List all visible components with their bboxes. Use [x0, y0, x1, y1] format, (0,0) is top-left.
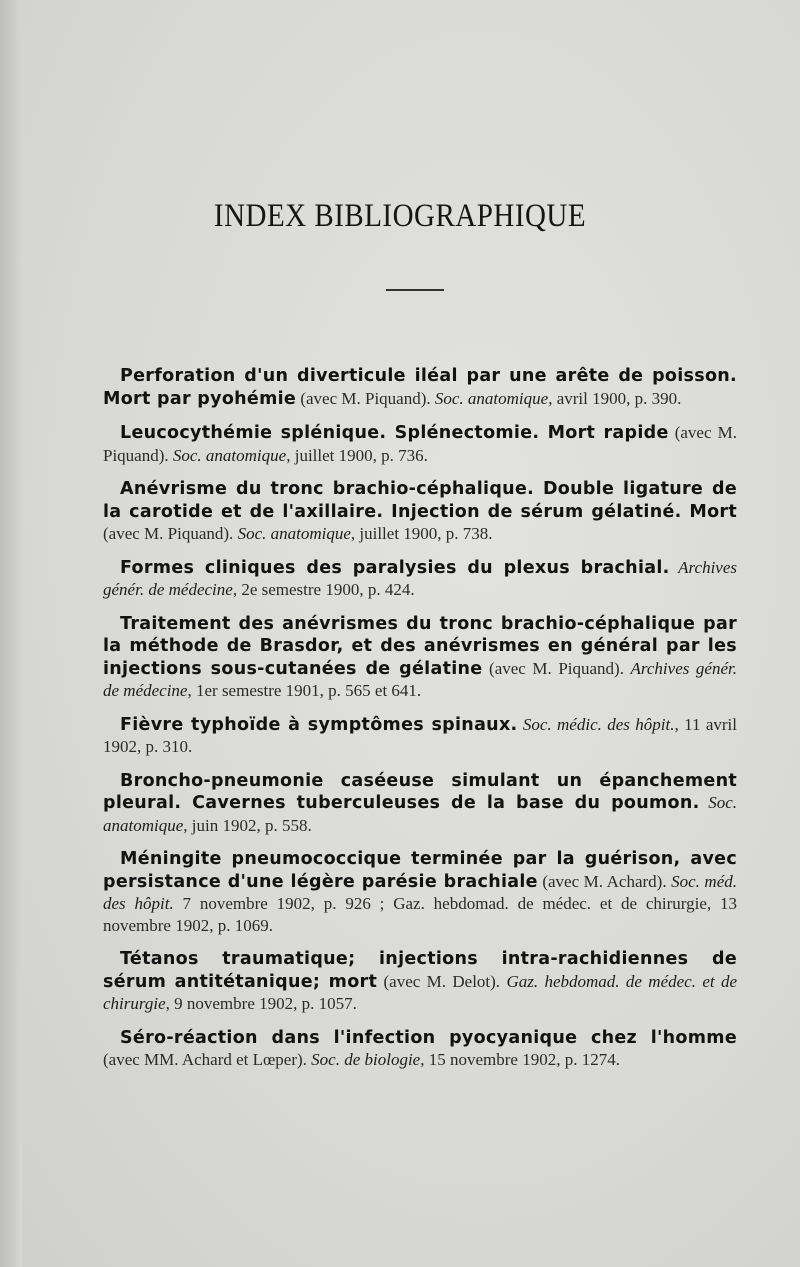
entry-journal: Soc. anatomique: [172, 445, 287, 465]
entry-journal: Soc. médic. des hôpit.: [522, 714, 675, 734]
entry-ref: (avec M. Delot).: [377, 971, 507, 991]
bibliography-entry: [103, 714, 737, 758]
entry-title: Anévrisme du tronc brachio-céphalique. Double ligature de la carotide et de l'axillaire. Injection de sérum gélatiné. Mort: [103, 479, 737, 522]
entry-journal: Soc. anatomique: [103, 793, 738, 835]
title-rule: [386, 289, 444, 291]
entry-title: Broncho-pneumonie caséeuse simulant un épanchement pleural. Cavernes tuberculeuses de la base du poumon.: [103, 770, 737, 813]
bibliography-entry: [103, 478, 737, 545]
entry-ref: (avec M. Piquand).: [103, 423, 737, 465]
entry-ref: [700, 793, 709, 812]
entry-ref: [670, 558, 679, 577]
bibliography-entry: [103, 848, 737, 936]
entry-date: , 15 novembre 1902, p. 1274.: [420, 1050, 620, 1069]
entry-journal: Soc. anatomique: [434, 388, 549, 408]
entry-title: Leucocythémie splénique. Splénectomie. Mort rapide: [120, 423, 669, 443]
entry-date: 7 novembre 1902, p. 926 ; Gaz. hebdomad. de médec. et de chirurgie, 13 novembre 1902, p. 1069.: [103, 894, 738, 935]
entry-title: Formes cliniques des paralysies du plexus brachial.: [120, 557, 670, 578]
entry-journal: Gaz. hebdomad. de médec. et de chirurgie: [103, 971, 737, 1013]
entry-date: , juillet 1900, p. 738.: [350, 524, 493, 543]
page-edge: [0, 0, 22, 1267]
entry-date: , 11 avril 1902, p. 310.: [103, 714, 738, 756]
entry-ref: (avec MM. Achard et Lœper).: [103, 1050, 312, 1069]
entry-date: , juillet 1900, p. 736.: [286, 445, 428, 465]
entry-title: Tétanos traumatique; injections intra-rachidiennes de sérum antitétanique; mort: [103, 949, 737, 992]
entry-journal: Archives génér. de médecine: [103, 658, 737, 700]
entry-title: Traitement des anévrismes du tronc brachio-céphalique par la méthode de Brasdor, et des anévrismes en général par les injections sous-cutanées de gélatine: [103, 613, 737, 679]
entry-date: , 9 novembre 1902, p. 1057.: [165, 994, 357, 1013]
bibliography-entry: [103, 948, 737, 1015]
entry-date: , juin 1902, p. 558.: [183, 815, 312, 835]
entry-date: , 1er semestre 1901, p. 565 et 641.: [187, 681, 422, 700]
entry-title: Méningite pneumococcique terminée par la guérison, avec persistance d'une légère parésie brachiale: [103, 849, 737, 892]
entry-journal: Soc. anatomique: [237, 524, 351, 543]
entry-date: , 2e semestre 1900, p. 424.: [232, 580, 415, 599]
bibliography-entry: [103, 1027, 737, 1071]
entry-title: Fièvre typhoïde à symptômes spinaux.: [120, 714, 518, 735]
bibliography-list: [103, 365, 737, 1083]
bibliography-entry: [103, 770, 737, 837]
entry-ref: (avec M. Piquand).: [103, 524, 238, 543]
bibliography-entry: [103, 365, 737, 410]
entry-title: Perforation d'un diverticule iléal par une arête de poisson. Mort par pyohémie: [103, 366, 737, 409]
bibliography-entry: [103, 422, 737, 466]
entry-journal: Soc. de biologie: [311, 1050, 421, 1069]
entry-journal: Soc. méd. des hôpit.: [103, 871, 737, 913]
bibliography-entry: [103, 613, 737, 702]
entry-date: , avril 1900, p. 390.: [548, 388, 682, 408]
entry-ref: (avec M. Piquand).: [296, 388, 435, 408]
bibliography-entry: [103, 557, 737, 601]
entry-title: Séro-réaction dans l'infection pyocyanique chez l'homme: [120, 1027, 737, 1048]
entry-journal: Archives génér. de médecine: [103, 557, 738, 599]
page-title: INDEX BIBLIOGRAPHIQUE: [213, 198, 587, 234]
entry-ref: (avec M. Piquand).: [482, 658, 631, 678]
entry-ref: (avec M. Achard).: [537, 871, 672, 891]
